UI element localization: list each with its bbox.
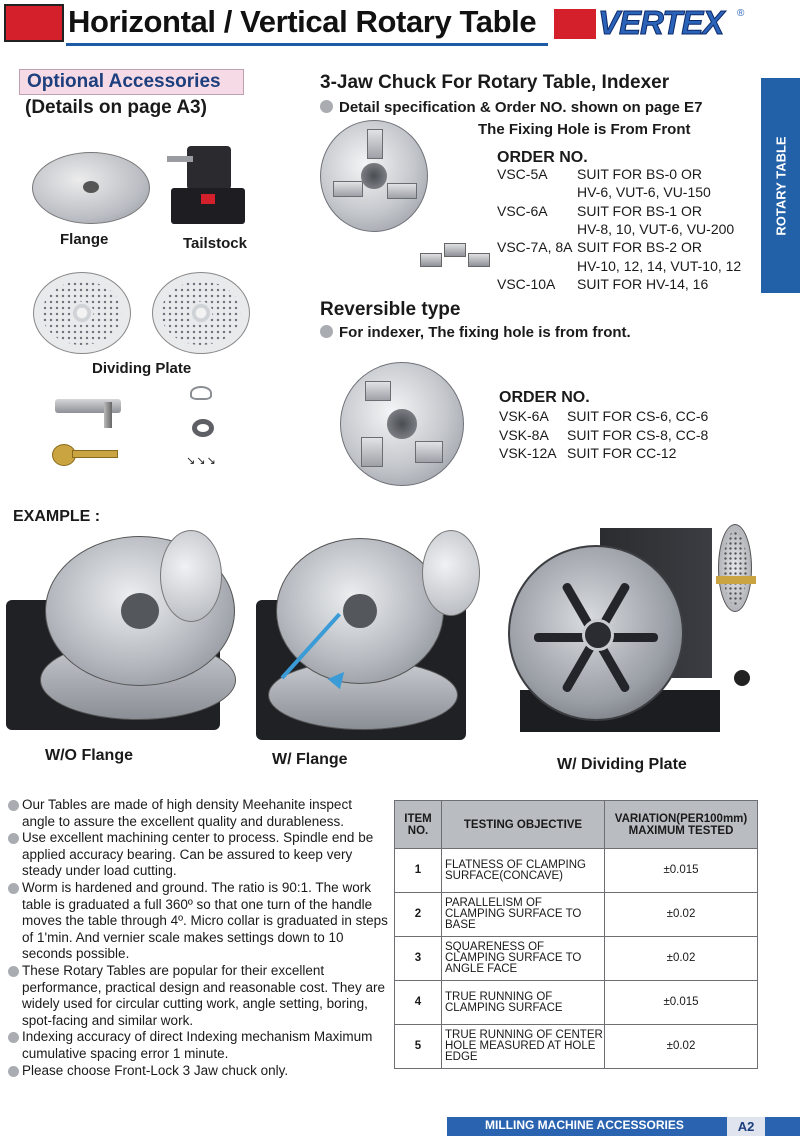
flange-image (32, 152, 150, 224)
page-number: A2 (727, 1117, 765, 1136)
table-row (395, 937, 758, 981)
sector-arm-image (52, 444, 118, 466)
row-objective: FLATNESS OF CLAMPING SURFACE(CONCAVE) (442, 849, 605, 893)
eagle-logo-icon (4, 4, 64, 42)
order-suit: HV-6, VUT-6, VU-150 (577, 184, 711, 201)
row-objective: PARALLELISM OF CLAMPING SURFACE TO BASE (442, 893, 605, 937)
page-title: Horizontal / Vertical Rotary Table (68, 4, 537, 39)
row-item-no: 3 (395, 937, 442, 981)
features-list (8, 797, 388, 1079)
reversible-bullet: For indexer, The fixing hole is from front. (320, 324, 631, 341)
tailstock-image (165, 128, 249, 228)
reversible-chuck-image (340, 362, 464, 486)
feature-item: Indexing accuracy of direct Indexing mechanism Maximum cumulative spacing error 1 minute. (8, 1029, 388, 1062)
testing-spec-table (394, 800, 758, 1069)
order-suit: SUIT FOR CS-6, CC-6 (567, 408, 709, 424)
order-row (497, 258, 741, 274)
order-row (497, 166, 702, 182)
brand-logo: VERTEX (598, 4, 724, 41)
collar-ring-image (192, 419, 214, 437)
header-testing-objective: TESTING OBJECTIVE (442, 801, 605, 849)
feature-item: These Rotary Tables are popular for their excellent performance, practical design and reasonable cost. They are widely used for circular cutting work, angle setting, boring, spot-facing and similar work. (8, 963, 388, 1029)
row-variation: ±0.02 (605, 893, 758, 937)
footer-section-label: MILLING MACHINE ACCESSORIES (485, 1118, 684, 1132)
order-suit: SUIT FOR CC-12 (567, 445, 677, 461)
row-objective: TRUE RUNNING OF CLAMPING SURFACE (442, 981, 605, 1025)
order-code: VSK-12A (499, 445, 557, 461)
row-item-no: 2 (395, 893, 442, 937)
order-code: VSC-5A (497, 166, 548, 182)
order-suit: SUIT FOR HV-14, 16 (577, 275, 709, 292)
order-suit: SUIT FOR BS-2 OR (577, 239, 702, 256)
title-underline (66, 43, 548, 46)
accessories-title: Optional Accessories (27, 71, 221, 92)
order-code: VSC-6A (497, 202, 548, 219)
order-code: VSK-6A (499, 408, 549, 424)
row-item-no: 5 (395, 1025, 442, 1069)
order-suit: HV-10, 12, 14, VUT-10, 12 (577, 257, 742, 274)
header-variation: VARIATION(PER100mm) MAXIMUM TESTED (605, 801, 758, 849)
row-variation: ±0.02 (605, 937, 758, 981)
order-row (497, 276, 708, 292)
order-suit: SUIT FOR CS-8, CC-8 (567, 426, 709, 443)
chuck-order-heading: ORDER NO. (497, 149, 588, 166)
order-row (497, 221, 734, 237)
order-row (497, 239, 702, 255)
spring-clip-image (190, 386, 212, 400)
section-side-tab (761, 78, 800, 293)
chuck-fixing-note: The Fixing Hole is From Front (478, 121, 691, 138)
row-item-no: 1 (395, 849, 442, 893)
table-row (395, 893, 758, 937)
table-row (395, 1025, 758, 1069)
dividing-plate-caption: Dividing Plate (92, 360, 192, 377)
brand-eagle-icon (554, 9, 596, 39)
flange-caption: Flange (60, 231, 109, 248)
feature-item: Our Tables are made of high density Meehanite inspect angle to assure the excellent quality and durableness. (8, 797, 388, 830)
reversible-title: Reversible type (320, 299, 461, 320)
screws-image: ↘ ↘ ↘ (186, 455, 215, 467)
bullet-icon (320, 325, 333, 338)
feature-item: Please choose Front-Lock 3 Jaw chuck only. (8, 1063, 388, 1080)
order-suit: SUIT FOR BS-0 OR (577, 166, 702, 182)
accessories-subtitle: (Details on page A3) (25, 97, 207, 118)
registered-mark: ® (737, 8, 745, 19)
order-row (499, 445, 676, 461)
wo-flange-caption: W/O Flange (45, 747, 133, 764)
feature-item: Worm is hardened and ground. The ratio is 90:1. The work table is graduated a full 360º so that one turn of the handle moves the table through 4º. Micro collar is graduated in steps of 1'min. And vernier scale makes settings down to 10 seconds possible. (8, 880, 388, 963)
row-variation: ±0.015 (605, 849, 758, 893)
header-item-no: ITEM NO. (395, 801, 442, 849)
order-code: VSC-7A, 8A (497, 239, 573, 256)
order-row (497, 184, 711, 200)
chuck-image (320, 120, 428, 232)
side-tab-label: ROTARY TABLE (773, 135, 788, 236)
table-row (395, 849, 758, 893)
row-variation: ±0.02 (605, 1025, 758, 1069)
row-item-no: 4 (395, 981, 442, 1025)
w-flange-caption: W/ Flange (272, 751, 348, 768)
table-row (395, 981, 758, 1025)
row-objective: TRUE RUNNING OF CENTER HOLE MEASURED AT HOLE EDGE (442, 1025, 605, 1069)
order-suit: SUIT FOR BS-1 OR (577, 202, 702, 219)
feature-item: Use excellent machining center to process. Spindle end be applied accuracy bearing. Can be assured to keep very steady under load cutting. (8, 830, 388, 880)
dividing-plate-image-1 (33, 272, 131, 354)
order-row (497, 203, 702, 219)
tailstock-caption: Tailstock (183, 235, 247, 252)
chuck-section-title: 3-Jaw Chuck For Rotary Table, Indexer (320, 72, 670, 93)
dividing-plate-image-2 (152, 272, 250, 354)
order-row (499, 427, 708, 443)
crank-pin-image (104, 402, 112, 428)
order-code: VSK-8A (499, 426, 549, 443)
order-code: VSC-10A (497, 275, 556, 292)
chuck-bullet: Detail specification & Order NO. shown on page E7 (320, 99, 702, 116)
table-header-row (395, 801, 758, 849)
order-row (499, 408, 708, 424)
bullet-icon (320, 100, 333, 113)
order-suit: HV-8, 10, VUT-6, VU-200 (577, 220, 735, 237)
reversible-order-heading: ORDER NO. (499, 389, 590, 406)
w-dividing-plate-caption: W/ Dividing Plate (557, 756, 687, 773)
example-label: EXAMPLE : (13, 508, 101, 525)
spare-jaws-image (420, 237, 492, 277)
row-variation: ±0.015 (605, 981, 758, 1025)
row-objective: SQUARENESS OF CLAMPING SURFACE TO ANGLE FACE (442, 937, 605, 981)
